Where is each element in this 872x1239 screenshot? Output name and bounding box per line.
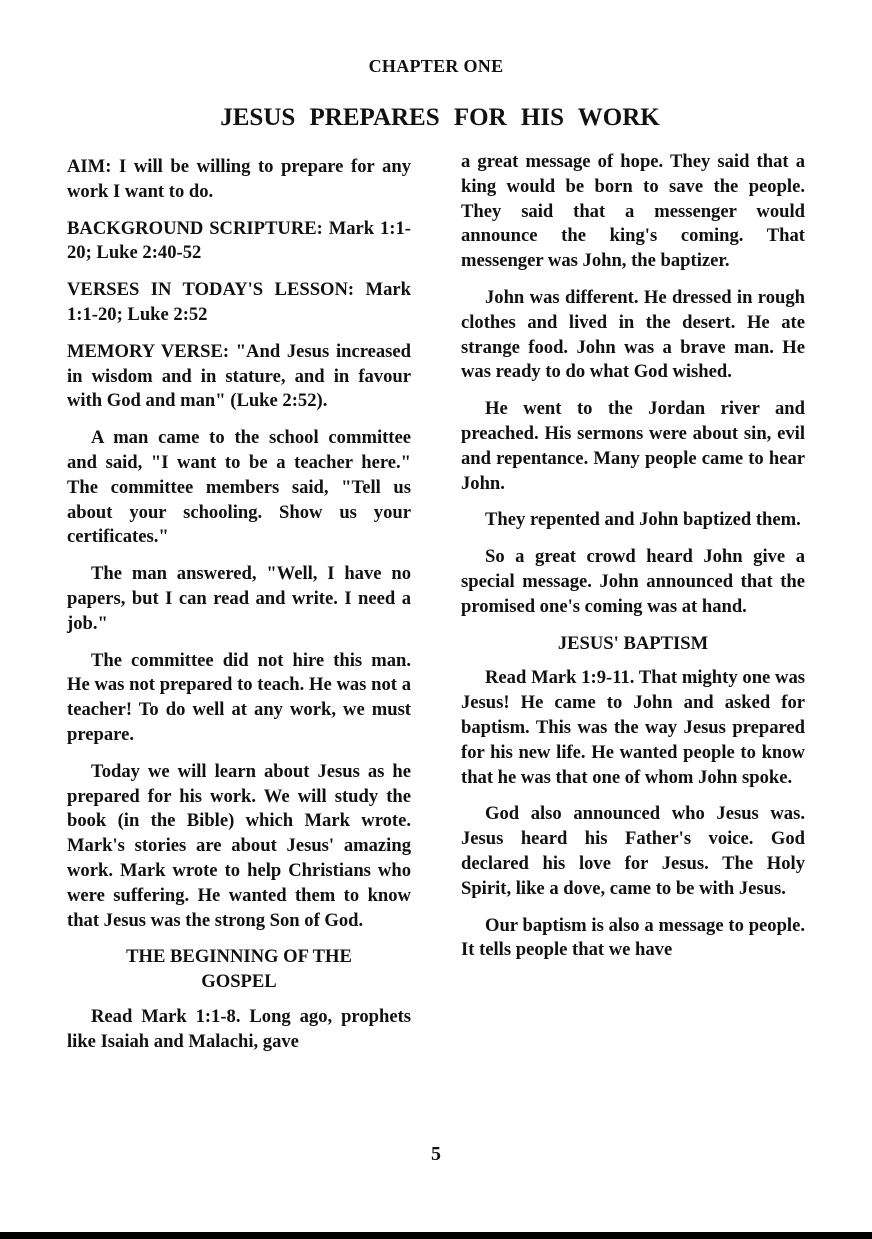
paragraph: Read Mark 1:1-8. Long ago, prophets like Isaiah and Malachi, gave — [67, 1005, 411, 1052]
paragraph: He went to the Jordan river and preached. His sermons were about sin, evil and repentance. Many people came to hear John. — [461, 398, 805, 494]
paragraph: So a great crowd heard John give a special message. John announced that the promised one's coming was at hand. — [461, 546, 805, 617]
chapter-label: CHAPTER ONE — [368, 56, 504, 76]
background-scripture: BACKGROUND SCRIPTURE: Mark 1:1-20; Luke 2:40-52 — [67, 217, 411, 264]
page-title: JESUS PREPARES FOR HIS WORK — [220, 104, 660, 131]
paragraph: A man came to the school committee and said, "I want to be a teacher here." The committee members said, "Tell us about your schooling. Show us your certificates." — [67, 427, 411, 548]
right-column — [461, 150, 805, 975]
memory-verse: MEMORY VERSE: "And Jesus increased in wisdom and in stature, and in favour with God and man" (Luke 2:52). — [67, 340, 411, 412]
paragraph: Read Mark 1:9-11. That mighty one was Jesus! He came to John and asked for baptism. This was the way Jesus prepared for his new life. He wanted people to know that he was that one of whom John spoke. — [461, 667, 805, 788]
page-number: 5 — [431, 1143, 441, 1165]
paragraph: They repented and John baptized them. — [485, 509, 801, 531]
paragraph: The man answered, "Well, I have no papers, but I can read and write. I need a job." — [67, 563, 411, 634]
aim: AIM: I will be willing to prepare for any work I want to do. — [67, 156, 411, 202]
paragraph-continued: a great message of hope. They said that a king would be born to save the people. They said that a messenger would announce the king's coming. That messenger was John, the baptizer. — [461, 151, 805, 272]
section-heading: JESUS' BAPTISM — [557, 632, 709, 654]
paragraph: John was different. He dressed in rough clothes and lived in the desert. He ate strange food. John was a brave man. He was ready to do what God wished. — [461, 286, 805, 383]
paragraph: Our baptism is also a message to people. It tells people that we have — [461, 914, 805, 961]
paragraph: The committee did not hire this man. He was not prepared to teach. He was not a teacher! To do well at any work, we must prepare. — [67, 649, 411, 745]
paragraph: Today we will learn about Jesus as he prepared for his work. We will study the book (in the Bible) which Mark wrote. Mark's stories are about Jesus' amazing work. Mark wrote to help Christians who were suffering. He wanted them to know that Jesus was the strong Son of God. — [67, 760, 411, 931]
scan-edge-bar — [0, 1232, 872, 1239]
section-heading: THE BEGINNING OF THE GOSPEL — [126, 946, 352, 993]
left-column — [67, 155, 411, 1067]
verses-in-lesson: VERSES IN TODAY'S LESSON: Mark 1:1-20; Luke 2:52 — [67, 279, 411, 325]
paragraph: God also announced who Jesus was. Jesus heard his Father's voice. God declared his love for Jesus. The Holy Spirit, like a dove, came to be with Jesus. — [461, 803, 805, 899]
